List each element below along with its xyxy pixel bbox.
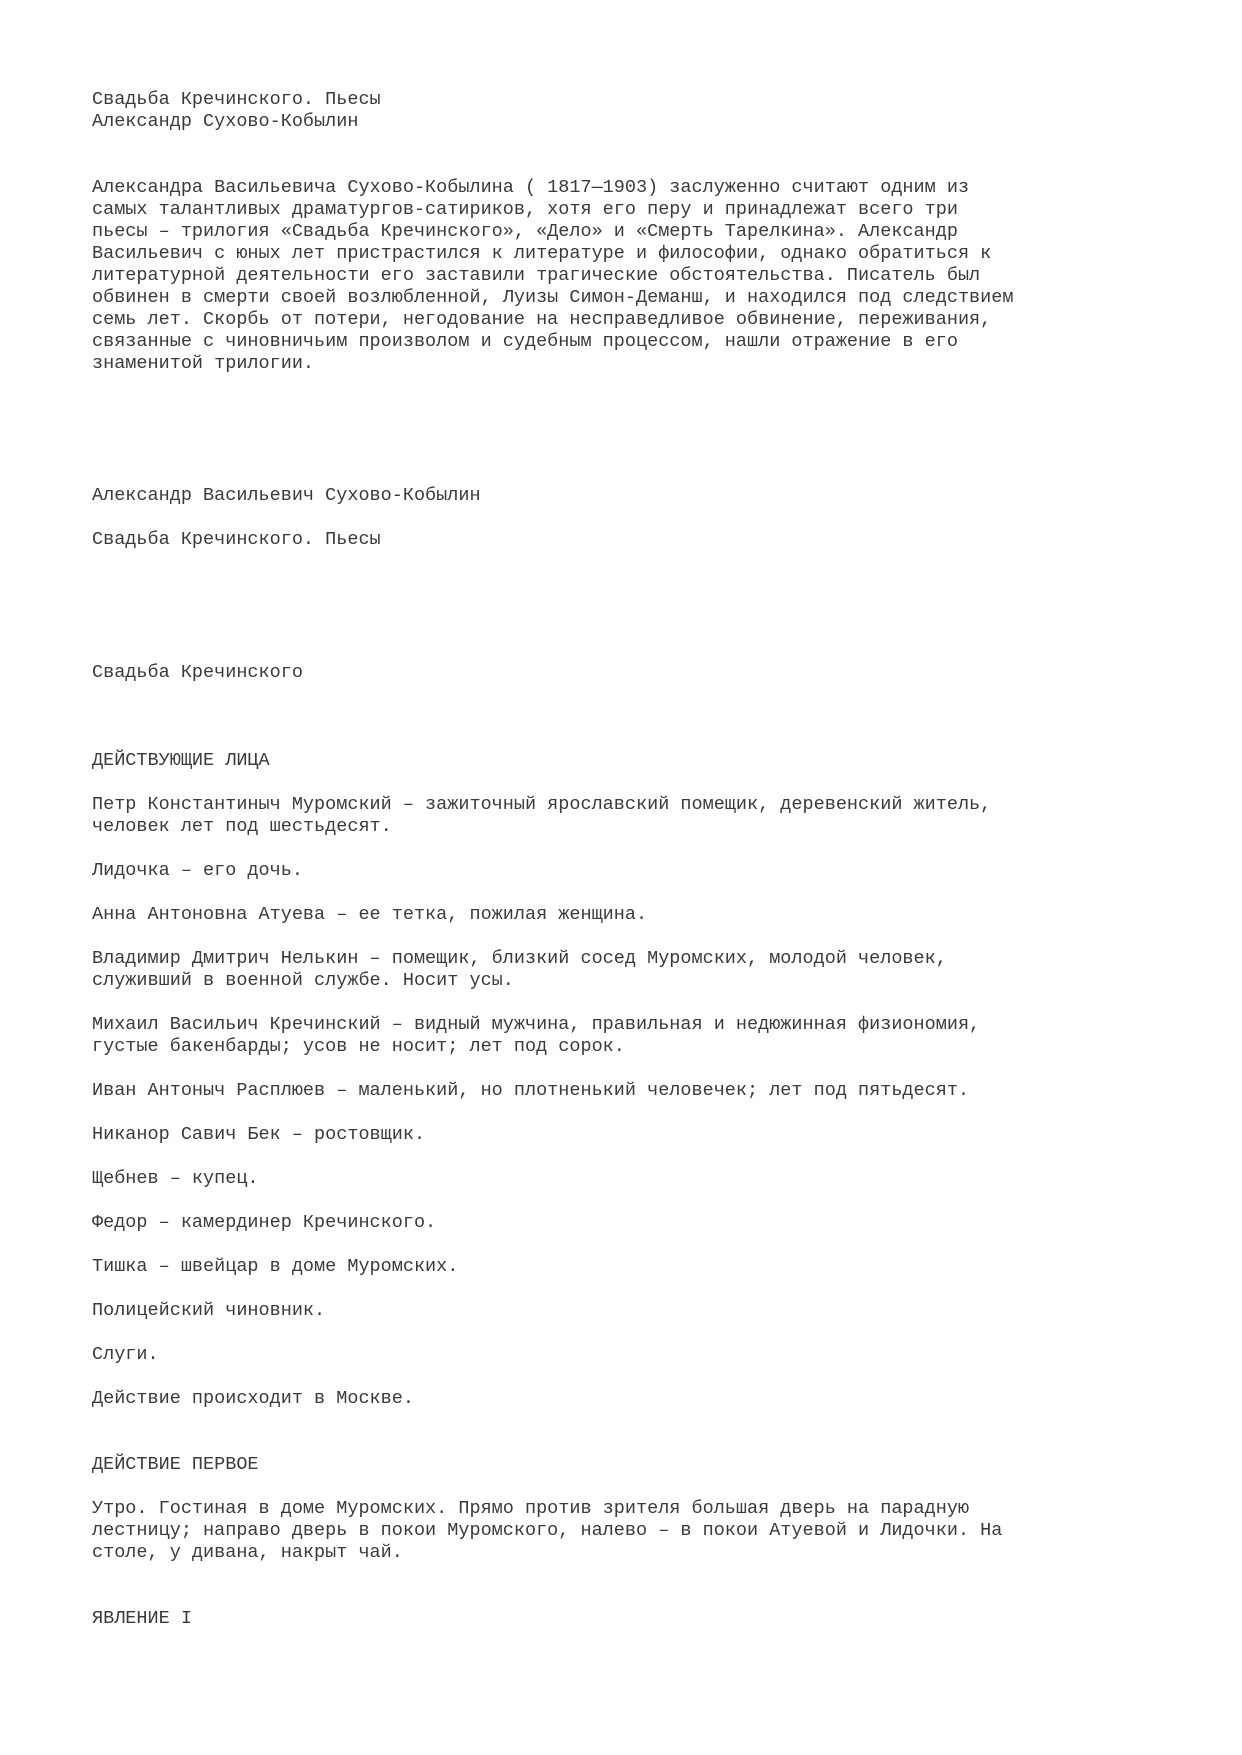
stage-direction-line: Утро. Гостиная в доме Муромских. Прямо против зрителя большая дверь на парадную xyxy=(92,1498,970,1519)
header-author: Александр Сухово-Кобылин xyxy=(92,111,359,132)
cast-entry-continuation: густые бакенбарды; усов не носит; лет под сорок. xyxy=(92,1036,625,1057)
play-title: Свадьба Кречинского xyxy=(92,662,303,683)
act-heading: ДЕЙСТВИЕ ПЕРВОЕ xyxy=(92,1454,259,1475)
cast-entry: Щебнев – купец. xyxy=(92,1168,259,1189)
cast-entry: Анна Антоновна Атуева – ее тетка, пожилая женщина. xyxy=(92,904,648,925)
cast-entry: Лидочка – его дочь. xyxy=(92,860,303,881)
cast-entry: Иван Антоныч Расплюев – маленький, но плотненький человечек; лет под пятьдесят. xyxy=(92,1080,970,1101)
cast-heading: ДЕЙСТВУЮЩИЕ ЛИЦА xyxy=(92,750,270,771)
cast-entry-continuation: служивший в военной службе. Носит усы. xyxy=(92,970,514,991)
cast-entry: Тишка – швейцар в доме Муромских. xyxy=(92,1256,459,1277)
annotation-line: литературной деятельности его заставили трагические обстоятельства. Писатель был xyxy=(92,265,981,286)
book-author: Александр Васильевич Сухово-Кобылин xyxy=(92,485,481,506)
cast-entry: Полицейский чиновник. xyxy=(92,1300,326,1321)
annotation-line: связанные с чиновничьим произволом и судебным процессом, нашли отражение в его xyxy=(92,331,958,352)
cast-entry: Слуги. xyxy=(92,1344,159,1365)
cast-entry-continuation: человек лет под шестьдесят. xyxy=(92,816,392,837)
annotation-line: семь лет. Скорбь от потери, негодование на несправедливое обвинение, переживания, xyxy=(92,309,992,330)
scene-heading: ЯВЛЕНИЕ I xyxy=(92,1608,192,1629)
stage-direction-line: лестницу; направо дверь в покои Муромского, налево – в покои Атуевой и Лидочки. На xyxy=(92,1520,1003,1541)
cast-entry: Михаил Васильич Кречинский – видный мужчина, правильная и недюжинная физиономия, xyxy=(92,1014,981,1035)
annotation-line: самых талантливых драматургов-сатириков, хотя его перу и принадлежат всего три xyxy=(92,199,958,220)
annotation-line: пьесы – трилогия «Свадьба Кречинского», «Дело» и «Смерть Тарелкина». Александр xyxy=(92,221,958,242)
book-title: Свадьба Кречинского. Пьесы xyxy=(92,529,381,550)
cast-entry: Никанор Савич Бек – ростовщик. xyxy=(92,1124,426,1145)
annotation-line: Васильевич с юных лет пристрастился к литературе и философии, однако обратиться к xyxy=(92,243,992,264)
annotation-line: Александра Васильевича Сухово-Кобылина ( 1817—1903) заслуженно считают одним из xyxy=(92,177,970,198)
annotation-line: обвинен в смерти своей возлюбленной, Луизы Симон-Деманш, и находился под следствием xyxy=(92,287,1014,308)
setting-note: Действие происходит в Москве. xyxy=(92,1388,414,1409)
cast-entry: Петр Константиныч Муромский – зажиточный ярославский помещик, деревенский житель, xyxy=(92,794,992,815)
stage-direction-line: столе, у дивана, накрыт чай. xyxy=(92,1542,403,1563)
cast-entry: Владимир Дмитрич Нелькин – помещик, близкий сосед Муромских, молодой человек, xyxy=(92,948,947,969)
header-title: Свадьба Кречинского. Пьесы xyxy=(92,89,381,110)
annotation-line: знаменитой трилогии. xyxy=(92,353,315,374)
cast-entry: Федор – камердинер Кречинского. xyxy=(92,1212,437,1233)
